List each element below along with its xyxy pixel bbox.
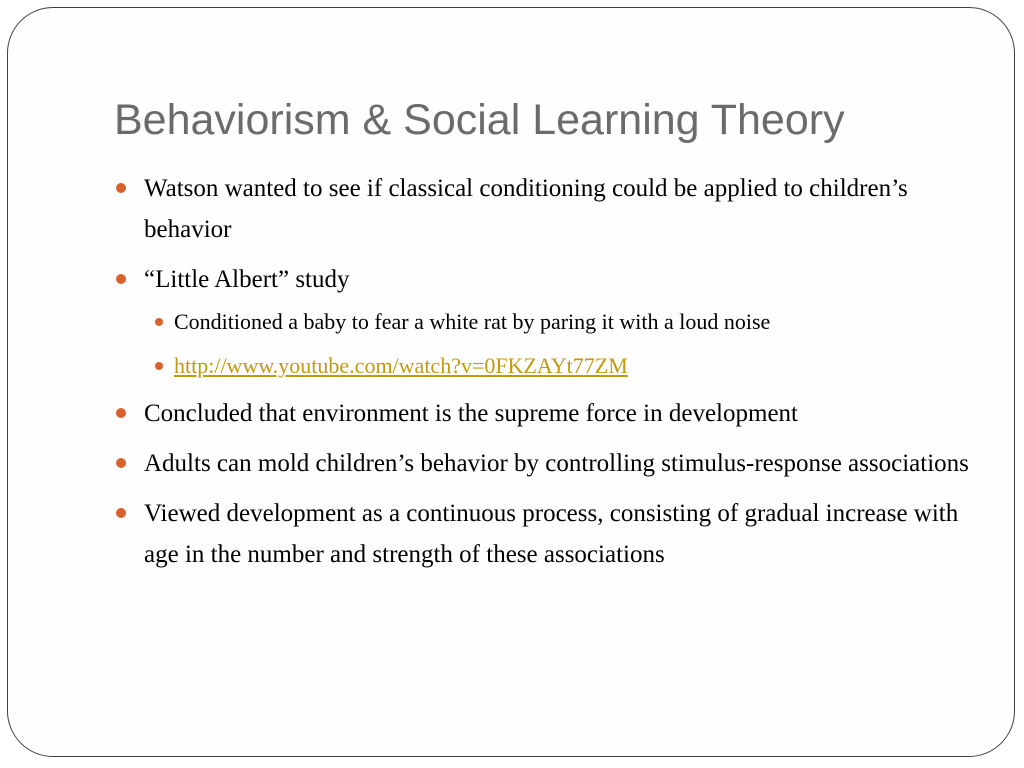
sub-bullet-dot-icon [155,318,163,326]
sub-bullet-item-conditioned [144,304,976,340]
bullet-text: Concluded that environment is the supreme force in development [144,400,798,427]
sub-bullet-item-video-link [144,348,976,384]
bullet-item-environment [116,393,976,434]
sub-bullet-text: Conditioned a baby to fear a white rat by paring it with a loud noise [174,309,771,334]
bullet-dot-icon [116,508,126,518]
bullet-list [116,168,976,575]
bullet-text: Viewed development as a continuous process, consisting of gradual increase with age in the number and strength of these associations [144,500,959,568]
bullet-item-watson [116,168,976,250]
sub-bullet-list [144,304,976,384]
bullet-text: “Little Albert” study [144,266,350,293]
slide-content [116,168,976,584]
bullet-item-little-albert [116,259,976,384]
bullet-item-adults [116,443,976,484]
slide-title: Behaviorism & Social Learning Theory [114,96,845,144]
bullet-dot-icon [116,458,126,468]
bullet-dot-icon [116,183,126,193]
bullet-dot-icon [116,274,126,284]
bullet-item-development [116,493,976,575]
youtube-link[interactable]: http://www.youtube.com/watch?v=0FKZAYt77ZM [174,353,628,378]
bullet-text: Adults can mold children’s behavior by controlling stimulus-response associations [144,450,969,477]
bullet-text: Watson wanted to see if classical conditioning could be applied to children’s behavior [144,175,908,243]
bullet-dot-icon [116,408,126,418]
sub-bullet-dot-icon [155,362,163,370]
